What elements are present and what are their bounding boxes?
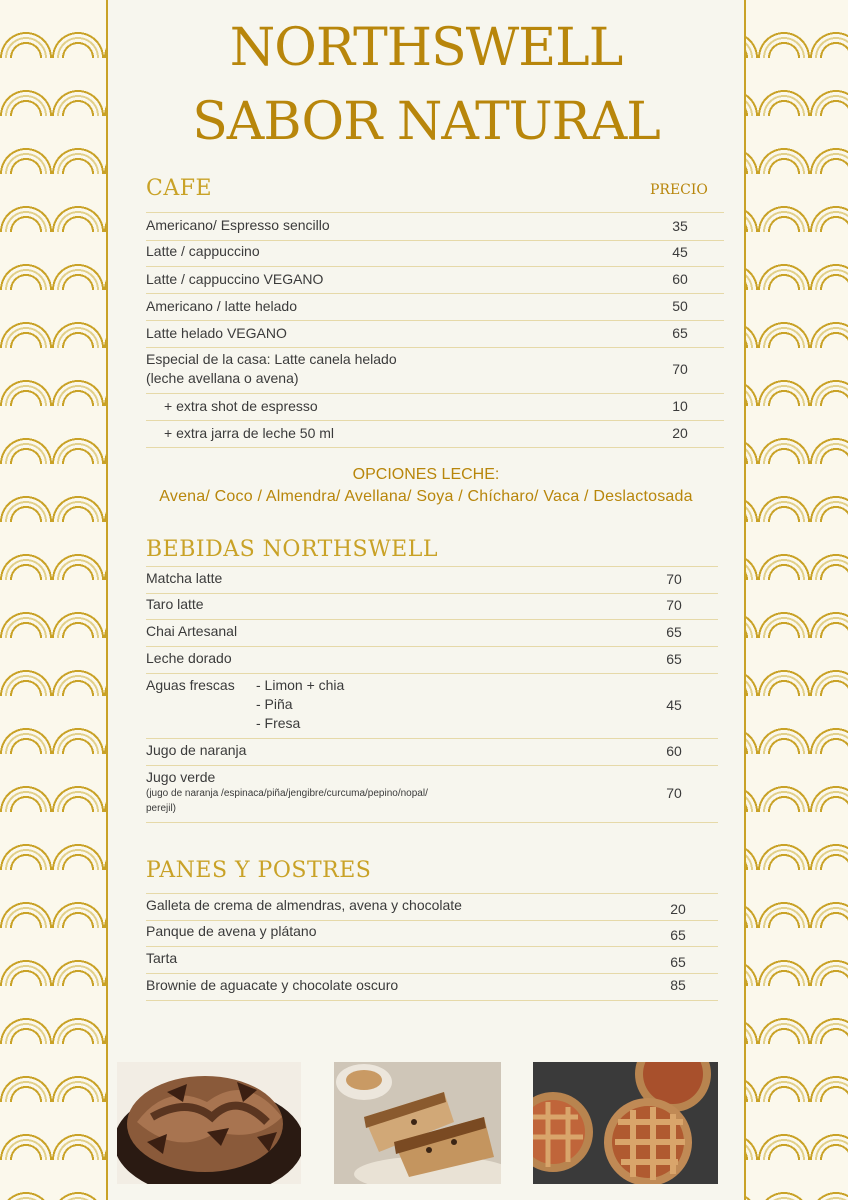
item-price: 20	[672, 425, 688, 441]
item-price: 10	[672, 398, 688, 414]
item-name: Especial de la casa: Latte canela helado	[146, 351, 397, 367]
menu-row	[146, 739, 718, 766]
brownie-photo	[117, 1062, 301, 1184]
menu-row	[146, 920, 718, 947]
page-title-line2: SABOR NATURAL	[192, 92, 660, 152]
item-name: Jugo de naranja	[146, 742, 247, 758]
menu-row	[146, 893, 718, 921]
menu-row	[146, 674, 718, 739]
item-name: Panque de avena y plátano	[146, 923, 317, 939]
menu-row	[146, 620, 718, 647]
item-name: Americano/ Espresso sencillo	[146, 217, 330, 233]
item-price: 70	[672, 361, 688, 377]
menu-row	[146, 421, 724, 448]
page-title-line1: NORTHSWELL	[229, 18, 623, 78]
menu-row	[146, 593, 718, 620]
item-price: 65	[666, 651, 682, 667]
item-price: 65	[666, 624, 682, 640]
item-price: 60	[666, 743, 682, 759]
menu-row	[146, 647, 718, 674]
price-column-header: PRECIO	[650, 182, 708, 198]
item-price: 20	[670, 901, 686, 917]
item-name: Chai Artesanal	[146, 623, 238, 639]
item-price: 70	[666, 597, 682, 613]
menu-row	[146, 766, 718, 823]
item-name: Matcha latte	[146, 570, 223, 586]
menu-row	[146, 240, 724, 267]
item-name: + extra jarra de leche 50 ml	[164, 425, 335, 441]
menu-row	[146, 348, 724, 394]
left-decorative-border	[0, 0, 108, 1200]
option-line: - Limon + chia	[256, 677, 345, 693]
section-title-panes: PANES Y POSTRES	[146, 858, 372, 883]
item-price: 35	[672, 218, 688, 234]
menu-row	[146, 974, 718, 1001]
menu-row	[146, 321, 724, 348]
item-name: Latte / cappuccino	[146, 243, 260, 259]
item-price: 50	[672, 298, 688, 314]
item-price: 60	[672, 271, 688, 287]
menu-row	[146, 566, 718, 594]
item-price: 65	[670, 954, 686, 970]
tarts-image	[533, 1062, 718, 1184]
milk-options-title: OPCIONES LECHE:	[352, 466, 500, 483]
menu-row	[146, 394, 724, 421]
item-price: 65	[670, 927, 686, 943]
option-line: - Piña	[256, 696, 293, 712]
item-name: Latte / cappuccino VEGANO	[146, 271, 324, 287]
section-title-cafe: CAFE	[146, 176, 213, 201]
item-price: 45	[666, 697, 682, 713]
item-name: + extra shot de espresso	[164, 398, 318, 414]
item-price: 70	[666, 571, 682, 587]
option-line: - Fresa	[256, 715, 301, 731]
item-name: Leche dorado	[146, 650, 232, 666]
item-price: 45	[672, 244, 688, 260]
item-name: Tarta	[146, 950, 178, 966]
milk-options-list: Avena/ Coco / Almendra/ Avellana/ Soya / Chícharo/ Vaca / Deslactosada	[159, 488, 693, 505]
brownie-image	[117, 1062, 301, 1184]
item-name: Aguas frescas	[146, 677, 235, 693]
item-price: 85	[670, 977, 686, 993]
banana-bread-image	[334, 1062, 501, 1184]
section-title-bebidas: BEBIDAS NORTHSWELL	[146, 537, 438, 562]
item-detail: perejil)	[146, 803, 177, 814]
item-name: Taro latte	[146, 596, 204, 612]
item-options	[256, 676, 344, 733]
menu-row	[146, 267, 724, 294]
item-name: Brownie de aguacate y chocolate oscuro	[146, 977, 399, 993]
item-name: Americano / latte helado	[146, 298, 297, 314]
item-price: 70	[666, 785, 682, 801]
item-detail: (jugo de naranja /espinaca/piña/jengibre/curcuma/pepino/nopal/	[146, 788, 428, 799]
item-note: (leche avellana o avena)	[146, 370, 299, 386]
item-name: Galleta de crema de almendras, avena y chocolate	[146, 897, 462, 913]
item-price: 65	[672, 325, 688, 341]
banana-bread-photo	[334, 1062, 501, 1184]
menu-row	[146, 947, 718, 974]
item-name: Latte helado VEGANO	[146, 325, 287, 341]
menu-row	[146, 212, 724, 241]
menu-row	[146, 294, 724, 321]
item-name: Jugo verde	[146, 769, 216, 785]
tarts-photo	[533, 1062, 718, 1184]
right-decorative-border	[744, 0, 848, 1200]
